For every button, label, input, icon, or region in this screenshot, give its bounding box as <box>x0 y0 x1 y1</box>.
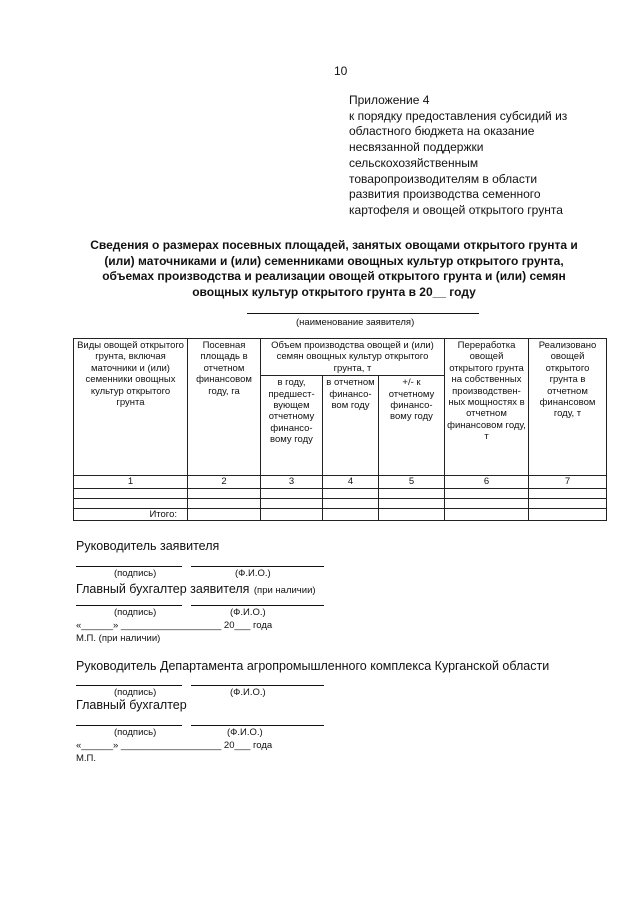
name-caption: (Ф.И.О.) <box>227 727 263 738</box>
header-production-volume: Объем производства овощей и (или) семян овощных культур открытого грунта, т <box>261 339 445 376</box>
chief-accountant-label: Главный бухгалтер заявителя <box>76 582 250 596</box>
appendix-line: сельскохозяйственным <box>349 155 479 170</box>
applicant-head-label: Руководитель заявителя <box>76 539 220 553</box>
name-line <box>191 566 324 567</box>
signature-line <box>76 605 182 606</box>
appendix-line: Приложение 4 <box>349 93 430 107</box>
column-number: 2 <box>188 476 261 488</box>
if-available-note: (при наличии) <box>253 585 316 596</box>
header-reporting-year: в отчетном финансо-вом году <box>323 376 379 476</box>
appendix-line: картофеля и овощей открытого грунта <box>349 202 563 217</box>
signature-caption: (подпись) <box>114 687 157 698</box>
signature-caption: (подпись) <box>114 568 157 579</box>
signature-line <box>76 685 182 686</box>
title-line: (или) маточниками и (или) семенниками овощных культур открытого грунта, <box>104 253 564 268</box>
appendix-line: товаропроизводителям в области <box>349 171 538 186</box>
page-number: 10 <box>334 64 348 78</box>
department-head-label: Руководитель Департамента агропромышленного комплекса Курганской области <box>76 659 550 673</box>
name-line <box>191 605 324 606</box>
seal-note: М.П. (при наличии) <box>76 633 161 644</box>
date-line: «______» ___________________ 20___ года <box>76 620 273 631</box>
document-title <box>60 238 608 300</box>
chief-accountant-applicant <box>76 580 316 598</box>
appendix-line: развития производства семенного <box>349 187 541 202</box>
title-line: объемах производства и реализации овощей открытого грунта и (или) семян <box>102 269 566 283</box>
name-caption: (Ф.И.О.) <box>230 687 266 698</box>
column-number: 6 <box>445 476 529 488</box>
applicant-name-line <box>247 313 479 314</box>
header-vegetable-types: Виды овощей открытого грунта, включая маточники и (или) семенники овощных культур открытого грунта <box>74 339 188 476</box>
seal-note: М.П. <box>76 753 97 764</box>
table-row <box>74 498 607 508</box>
name-caption: (Ф.И.О.) <box>230 607 266 618</box>
header-processing: Переработка овощей открытого грунта на собственных производствен-ных мощностях в отчетном финансовом году, т <box>445 339 529 476</box>
header-sold: Реализовано овощей открытого грунта в отчетном финансовом году, т <box>529 339 607 476</box>
chief-accountant-label-2: Главный бухгалтер <box>76 698 187 712</box>
signature-caption: (подпись) <box>114 607 157 618</box>
appendix-line: областного бюджета на оказание <box>349 124 535 139</box>
title-line: Сведения о размерах посевных площадей, занятых овощами открытого грунта и <box>90 238 578 252</box>
column-number: 7 <box>529 476 607 488</box>
column-number: 3 <box>261 476 323 488</box>
header-difference: +/- к отчетному финансо-вому году <box>379 376 445 476</box>
total-label: Итого: <box>74 508 188 520</box>
column-number: 1 <box>74 476 188 488</box>
table-row <box>74 488 607 498</box>
name-line <box>191 685 324 686</box>
appendix-line: к порядку предоставления субсидий из <box>349 108 568 123</box>
column-number: 5 <box>379 476 445 488</box>
signature-caption: (подпись) <box>114 727 157 738</box>
applicant-name-caption: (наименование заявителя) <box>296 317 415 328</box>
header-sown-area: Посевная площадь в отчетном финансовом году, га <box>188 339 261 476</box>
total-row <box>74 508 607 520</box>
appendix-line: несвязанной поддержки <box>349 140 484 155</box>
column-number: 4 <box>323 476 379 488</box>
signature-line <box>76 566 182 567</box>
signature-line <box>76 725 182 726</box>
header-previous-year: в году, предшест-вующем отчетному финансо-вому году <box>261 376 323 476</box>
name-caption: (Ф.И.О.) <box>235 568 271 579</box>
date-line: «______» ___________________ 20___ года <box>76 740 273 751</box>
appendix-block <box>349 93 567 219</box>
name-line <box>191 725 324 726</box>
data-table <box>73 338 607 521</box>
title-line: овощных культур открытого грунта в 20__ году <box>192 284 476 299</box>
